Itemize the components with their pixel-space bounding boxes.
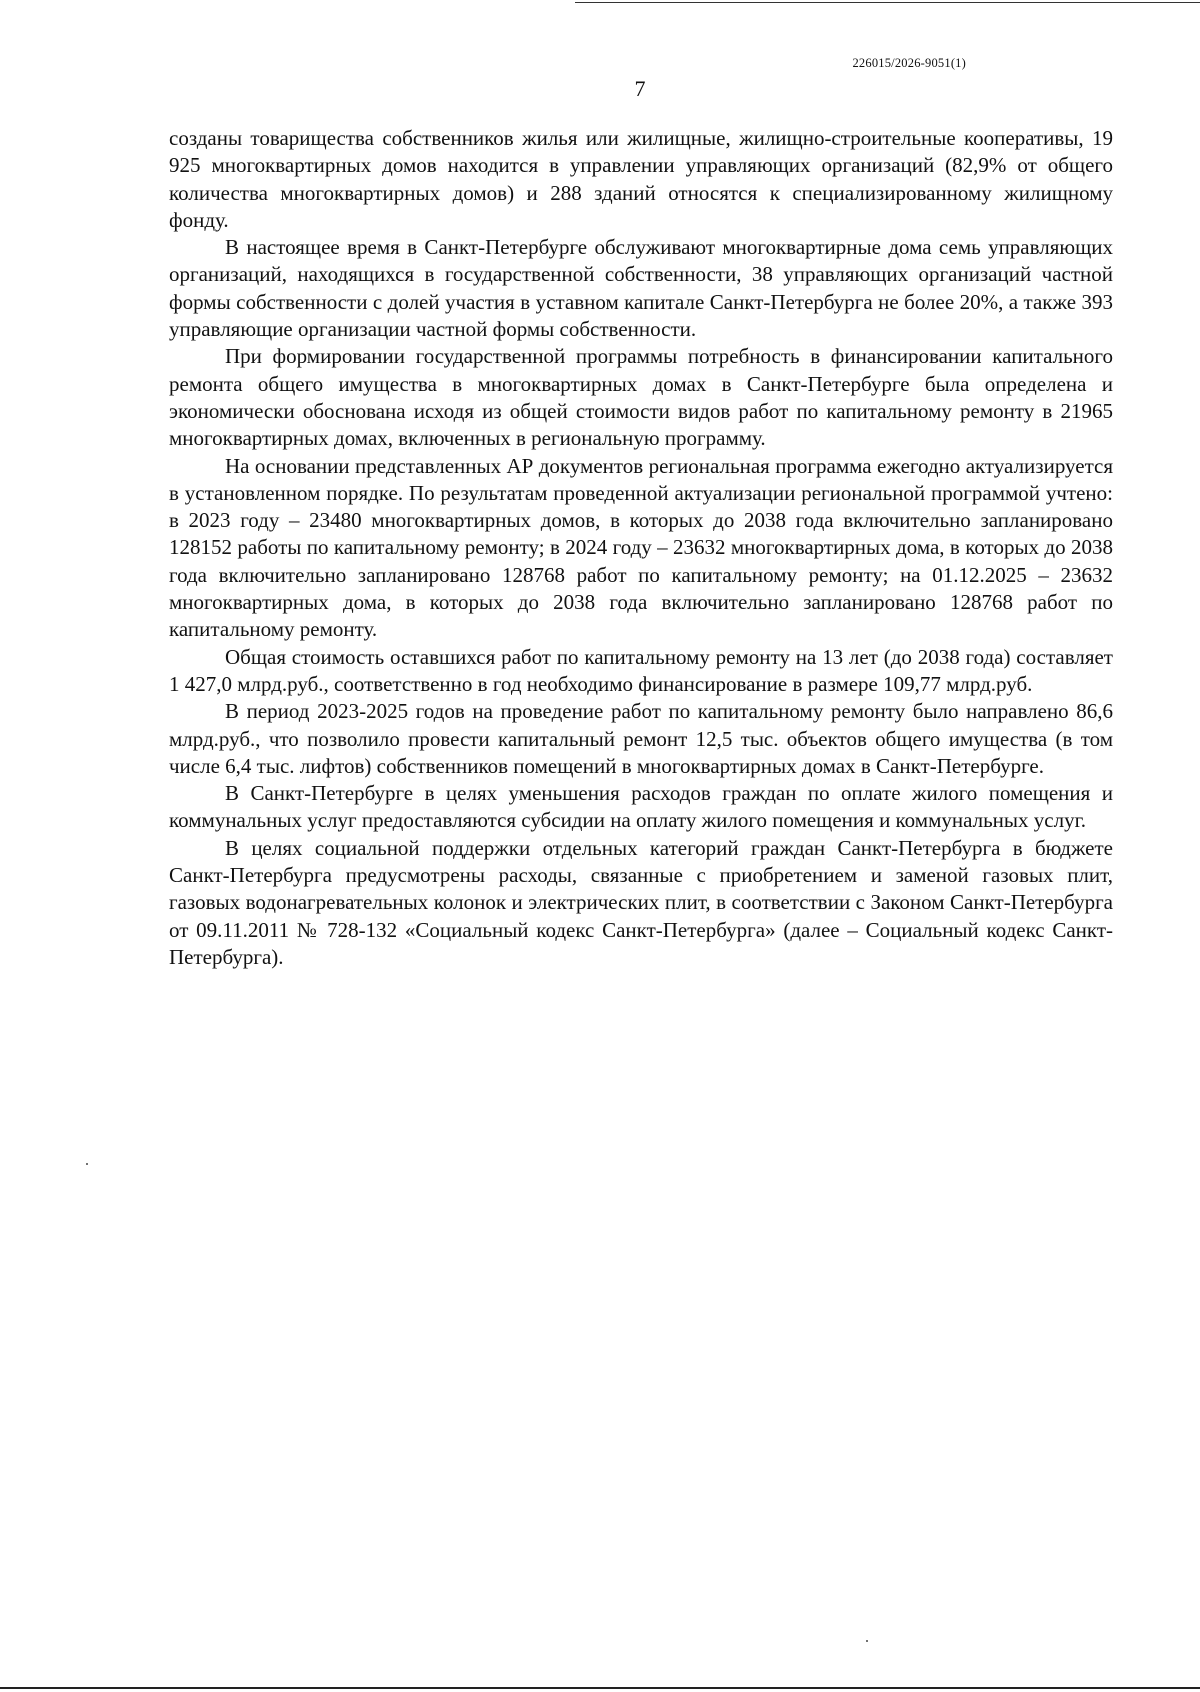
scan-speck xyxy=(86,1163,88,1165)
document-body xyxy=(169,125,1113,971)
paragraph: В период 2023-2025 годов на проведение работ по капитальному ремонту было направлено 86,6 млрд.руб., что позволило провести капитальный ремонт 12,5 тыс. объектов общего имущества (в том числе 6,4 тыс. лифтов) собственников помещений в многоквартирных домах в Санкт-Петербурге. xyxy=(169,699,1113,778)
paragraph: При формировании государственной программы потребность в финансировании капитального ремонта общего имущества в многоквартирных домах в Санкт-Петербурге была определена и экономически обоснована исходя из общей стоимости видов работ по капитальному ремонту в 21965 многоквартирных домах, включенных в региональную программу. xyxy=(169,344,1113,451)
paragraph: В целях социальной поддержки отдельных категорий граждан Санкт-Петербурга в бюджете Санкт-Петербурга предусмотрены расходы, связанные с приобретением и заменой газовых плит, газовых водонагревательных колонок и электрических плит, в соответствии с Законом Санкт-Петербурга от 09.11.2011 № 728-132 «Социальный кодекс Санкт-Петербурга» (далее – Социальный кодекс Санкт-Петербурга). xyxy=(169,835,1113,969)
document-code: 226015/2026-9051(1) xyxy=(852,56,966,70)
paragraph: В Санкт-Петербурге в целях уменьшения расходов граждан по оплате жилого помещения и коммунальных услуг предоставляются субсидии на оплату жилого помещения и коммунальных услуг. xyxy=(169,781,1113,833)
scan-speck xyxy=(866,1640,868,1642)
paragraph: Общая стоимость оставшихся работ по капитальному ремонту на 13 лет (до 2038 года) составляет 1 427,0 млрд.руб., соответственно в год необходимо финансирование в размере 109,77 млрд.руб. xyxy=(169,644,1113,696)
paragraph: созданы товарищества собственников жилья или жилищные, жилищно-строительные кооперативы, 19 925 многоквартирных домов находится в управлении управляющих организаций (82,9% от общего количества многоквартирных домов) и 288 зданий относятся к специализированному жилищному фонду. xyxy=(169,126,1113,232)
page-number: 7 xyxy=(634,76,646,101)
paragraph: В настоящее время в Санкт-Петербурге обслуживают многоквартирные дома семь управляющих организаций, находящихся в государственной собственности, 38 управляющих организаций частной формы собственности с долей участия в уставном капитале Санкт-Петербурга не более 20%, а также 393 управляющие организации частной формы собственности. xyxy=(169,235,1113,342)
scan-edge-line xyxy=(0,1687,1200,1689)
scan-edge-line xyxy=(575,2,1200,3)
paragraph: На основании представленных АР документов региональная программа ежегодно актуализируется в установленном порядке. По результатам проведенной актуализации региональной программой учтено: в 2023 году – 23480 многоквартирных домов, в которых до 2038 года включительно запланировано 128152 работы по капитальному ремонту; в 2024 году – 23632 многоквартирных дома, в которых до 2038 года включительно запланировано 128768 работ по капитальному ремонту; на 01.12.2025 – 23632 многоквартирных дома, в которых до 2038 года включительно запланировано 128768 работ по капитальному ремонту. xyxy=(169,453,1113,642)
